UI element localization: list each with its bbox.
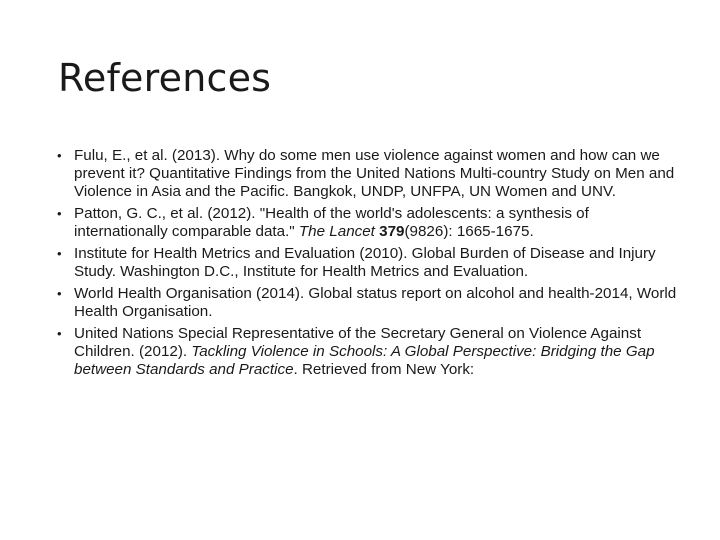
reference-item [56,205,678,241]
bullet-icon: • [57,246,62,262]
reference-text: World Health Organisation (2014). Global status report on alcohol and health-2014, World Health Organisation. [74,284,677,321]
reference-item [56,147,678,202]
reference-item [56,245,678,281]
bullet-icon: • [57,148,62,163]
journal-volume: 379 [379,223,405,241]
reference-text-end: (9826): 1665-1675. [404,223,534,241]
reference-item [56,325,678,380]
reference-text: Institute for Health Metrics and Evaluation (2010). Global Burden of Disease and Injury Study. Washington D.C., Institute for Health Metrics and Evaluation. [74,245,656,281]
slide-title: References [58,56,272,100]
reference-text: United Nations Special Representative of the Secretary General on Violence Against Children. (2012). [74,324,642,361]
references-list [56,147,678,383]
reference-item [56,285,678,321]
bullet-icon: • [57,325,62,341]
reference-text: Fulu, E., et al. (2013). Why do some men use violence against women and how can we prevent it? Quantitative Findings from the United Nations Multi-country Study on Men and Violence in Asia and the Pacific. Bangkok, UNDP, UNFPA, UN Women and UNV. [74,147,675,201]
publication-title: Tackling Violence in Schools: A Global Perspective: Bridging the Gap between Standards and Practice [74,343,655,379]
journal-title: The Lancet [298,223,375,241]
bullet-icon: • [57,206,62,222]
bullet-icon: • [57,285,62,301]
reference-text-end: . Retrieved from New York: [293,361,475,379]
reference-text: Patton, G. C., et al. (2012). "Health of the world's adolescents: a synthesis of internationally comparable data." [74,205,589,241]
